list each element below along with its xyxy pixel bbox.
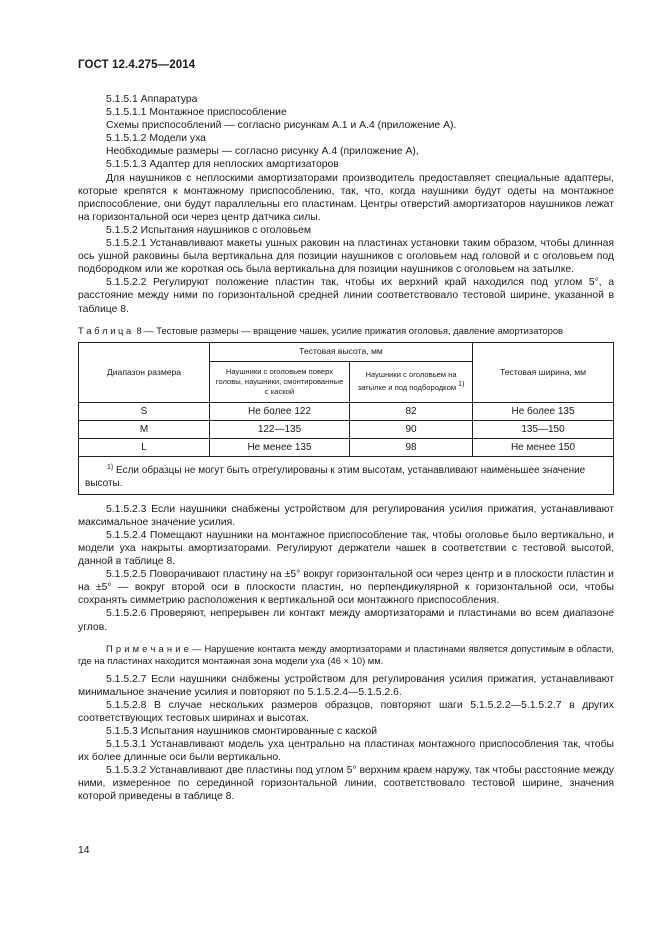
paragraph: 5.1.5.3 Испытания наушников смонтированные с каской xyxy=(106,726,378,737)
cell-size: L xyxy=(79,438,210,456)
cell-height-1: Не более 122 xyxy=(210,402,350,420)
paragraph: 5.1.5.2.3 Если наушники снабжены устройством для регулирования усилия прижатия, устанавливают максимальное значение усилия. xyxy=(78,503,614,528)
note xyxy=(78,643,614,668)
cell-width: Не менее 150 xyxy=(473,438,614,456)
table-footnote xyxy=(79,456,614,494)
footnote-ref: 1) xyxy=(458,381,465,389)
paragraph: 5.1.5.3.1 Устанавливают модель уха центрально на пластинах монтажного приспособления так, чтобы их более длинные оси были вертикально. xyxy=(78,739,614,764)
note-label: П р и м е ч а н и е xyxy=(106,642,189,654)
paragraph: Для наушников с неплоскими амортизаторами производитель предоставляет специальные адаптеры, которые крепятся к монтажному приспособлению, так, что, когда наушники будут одеты на монтажное приспособление, они будут параллельны его пластинам. Центры отверстий амортизаторов наушников лежат на горизонтальной оси через центр датчика силы. xyxy=(78,172,614,223)
page-body xyxy=(78,93,614,804)
paragraph: 5.1.5.2.2 Регулируют положение пластин так, чтобы их верхний край находился под углом 5°, а расстояние между ними по горизонтальной средней линии соответствовало тестовой ширине, указанной в таблице 8. xyxy=(78,277,614,315)
paragraph: 5.1.5.3.2 Устанавливают две пластины под углом 5° верхним краем наружу, так чтобы расстояние между ними, измеренное по серединной горизонтальной линии, соответствовало тестовой ширине, значения которой приведены в таблице 8. xyxy=(78,765,614,803)
note-text: — Нарушение контакта между амортизаторами и пластинами является допустимым в области, где на пластинах находится монтажная зона модели уха (46 × 10) мм. xyxy=(78,642,614,667)
col-header-width: Тестовая ширина, мм xyxy=(473,342,614,402)
col-header-range: Диапазон размера xyxy=(79,342,210,402)
col-header-height-group: Тестовая высота, мм xyxy=(210,342,473,361)
table-caption xyxy=(78,324,614,337)
paragraph: 5.1.5.2.8 В случае нескольких размеров образцов, повторяют шаги 5.1.5.2.2—5.1.5.2.7 в других соответствующих тестовых ширинах и высотах. xyxy=(78,699,614,724)
table-row xyxy=(79,438,614,456)
test-dimensions-table xyxy=(78,342,614,495)
paragraph: 5.1.5.2.6 Проверяют, непрерывен ли контакт между амортизаторами и пластинами во всем диапазоне углов. xyxy=(78,608,614,633)
col-header-nape-text: Наушники с оголовьем на затылке и под подбородком xyxy=(357,370,457,393)
cell-height-2: 82 xyxy=(350,402,473,420)
table-caption-text: 8 — Тестовые размеры — вращение чашек, усилие прижатия оголовья, давление амортизаторов xyxy=(136,324,564,336)
cell-height-2: 98 xyxy=(350,438,473,456)
paragraph: 5.1.5.1.1 Монтажное приспособление xyxy=(106,107,287,119)
table-caption-label: Т а б л и ц а xyxy=(78,324,132,336)
paragraph: Схемы приспособлений — согласно рисункам А.1 и А.4 (приложение А). xyxy=(106,120,457,132)
cell-size: M xyxy=(79,420,210,438)
page-number: 14 xyxy=(78,845,90,856)
cell-width: Не более 135 xyxy=(473,402,614,420)
paragraph: 5.1.5.2.7 Если наушники снабжены устройством для регулирования усилия прижатия, устанавливают минимальное значение усилия и повторяют по 5.1.5.2.4—5.1.5.2.6. xyxy=(78,673,614,698)
footnote-text: Если образцы не могут быть отрегулированы к этим высотам, устанавливают наименьшее значение высоты. xyxy=(85,464,586,489)
cell-size: S xyxy=(79,402,210,420)
col-header-nape xyxy=(350,361,473,402)
paragraph: 5.1.5.1.3 Адаптер для неплоских амортизаторов xyxy=(106,159,339,171)
col-header-over-head: Наушники с оголовьем поверх головы, наушники, смонтированные с каской xyxy=(210,361,350,402)
paragraph: 5.1.5.2.1 Устанавливают макеты ушных раковин на пластинах установки таким образом, чтобы длинная ось ушной раковины была вертикальна для позиции наушников с оголовьем над головой и с оголовьем под подбородком или же короткая ось была вертикальна для позиции наушников с оголовьем на затылке. xyxy=(78,238,614,276)
document-header: ГОСТ 12.4.275—2014 xyxy=(78,59,196,71)
cell-height-1: 122—135 xyxy=(210,420,350,438)
table-row xyxy=(79,402,614,420)
table-row xyxy=(79,420,614,438)
paragraph: 5.1.5.1 Аппаратура xyxy=(106,94,198,105)
footnote-mark: 1) xyxy=(107,463,114,471)
paragraph: 5.1.5.2.4 Помещают наушники на монтажное приспособление так, чтобы оголовье было вертикально, и модели уха накрыты амортизаторами. Регулируют держатели чашек в соответствии с тестовой высотой, данной в таблице 8. xyxy=(78,529,614,568)
paragraph: 5.1.5.1.2 Модели уха xyxy=(106,133,206,145)
paragraph: 5.1.5.2 Испытания наушников с оголовьем xyxy=(106,224,312,236)
paragraph: Необходимые размеры — согласно рисунку А.4 (приложение А), xyxy=(106,146,419,158)
cell-width: 135—150 xyxy=(473,420,614,438)
cell-height-2: 90 xyxy=(350,420,473,438)
paragraph: 5.1.5.2.5 Поворачивают пластину на ±5° вокруг горизонтальной оси через центр и в плоскости пластин и на ±5° — вокруг второй оси в плоскости пластин, но перпендикулярной к горизонтальной оси, чтобы сохранять симметрию расположения к вертикальной оси монтажного приспособления. xyxy=(78,569,614,607)
cell-height-1: Не менее 135 xyxy=(210,438,350,456)
